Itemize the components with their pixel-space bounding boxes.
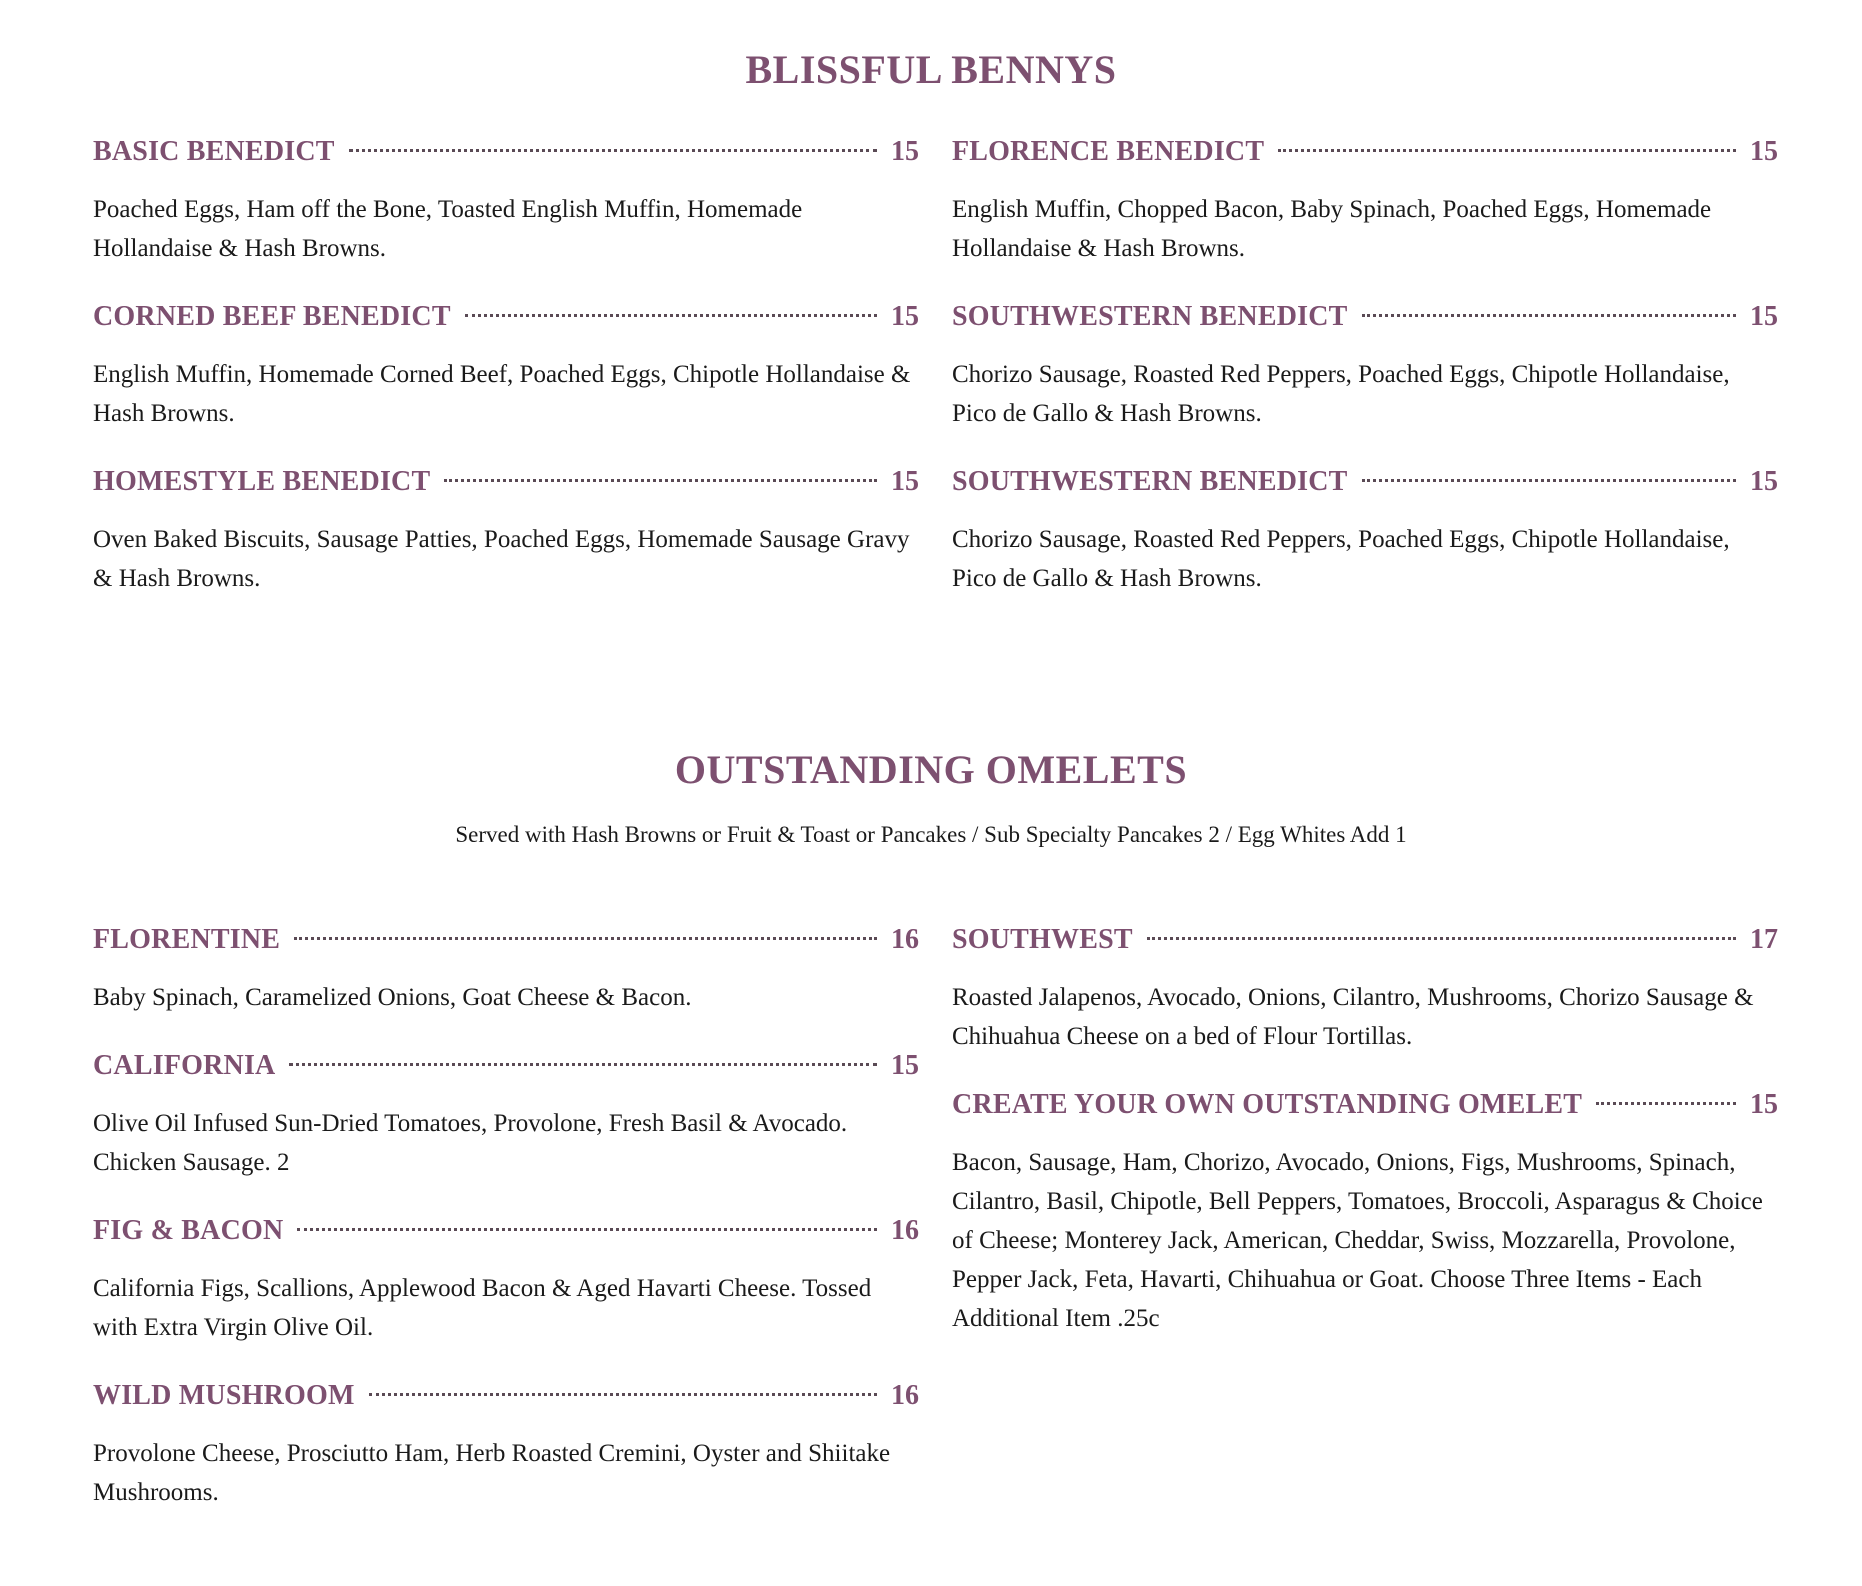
menu-item <box>93 466 919 598</box>
menu-item <box>952 924 1778 1056</box>
dotted-leader <box>1596 1102 1736 1105</box>
menu-item-name: FLORENCE BENEDICT <box>952 136 1265 167</box>
menu-item-price: 16 <box>891 1380 919 1411</box>
menu-item-price: 15 <box>1750 466 1778 497</box>
menu-item-description: Chorizo Sausage, Roasted Red Peppers, Poached Eggs, Chipotle Hollandaise, Pico de Gallo & Hash Browns. <box>952 361 1730 427</box>
menu-item-description: Baby Spinach, Caramelized Onions, Goat Cheese & Bacon. <box>93 984 692 1011</box>
menu-item <box>952 466 1778 598</box>
dotted-leader <box>1147 937 1736 940</box>
menu-item-header <box>93 466 919 506</box>
menu-item <box>93 1380 919 1512</box>
omelets-section-subtitle: Served with Hash Browns or Fruit & Toast or Pancakes / Sub Specialty Pancakes 2 / Egg Whites Add 1 <box>455 822 1407 847</box>
dotted-leader <box>297 1228 877 1231</box>
menu-item-price: 16 <box>891 1215 919 1246</box>
menu-item-description: Olive Oil Infused Sun-Dried Tomatoes, Provolone, Fresh Basil & Avocado. Chicken Sausage. 2 <box>93 1110 848 1176</box>
menu-item-description: Oven Baked Biscuits, Sausage Patties, Poached Eggs, Homemade Sausage Gravy & Hash Browns. <box>93 526 910 592</box>
menu-item <box>952 136 1778 268</box>
menu-item-header <box>952 466 1778 506</box>
menu-item-price: 15 <box>891 136 919 167</box>
menu-item-header <box>93 1215 919 1255</box>
menu-item-name: SOUTHWESTERN BENEDICT <box>952 466 1348 497</box>
menu-item-description: Poached Eggs, Ham off the Bone, Toasted English Muffin, Homemade Hollandaise & Hash Browns. <box>93 196 803 262</box>
menu-item-price: 15 <box>891 466 919 497</box>
menu-item-name: FIG & BACON <box>93 1215 284 1246</box>
menu-item-header <box>93 924 919 964</box>
dotted-leader <box>369 1393 877 1396</box>
dotted-leader <box>294 937 877 940</box>
menu-item-description: Roasted Jalapenos, Avocado, Onions, Cilantro, Mushrooms, Chorizo Sausage & Chihuahua Cheese on a bed of Flour Tortillas. <box>952 984 1754 1050</box>
dotted-leader <box>1362 314 1736 317</box>
menu-item-price: 15 <box>891 301 919 332</box>
menu-item-header <box>93 1380 919 1420</box>
menu-item-header <box>952 924 1778 964</box>
menu-item-header <box>952 301 1778 341</box>
menu-item-name: CREATE YOUR OWN OUTSTANDING OMELET <box>952 1089 1583 1120</box>
menu-item-price: 17 <box>1750 924 1778 955</box>
menu-item-description: English Muffin, Homemade Corned Beef, Poached Eggs, Chipotle Hollandaise & Hash Browns. <box>93 361 911 427</box>
menu-item-name: HOMESTYLE BENEDICT <box>93 466 431 497</box>
menu-item-price: 16 <box>891 924 919 955</box>
menu-item-description: English Muffin, Chopped Bacon, Baby Spinach, Poached Eggs, Homemade Hollandaise & Hash Browns. <box>952 196 1712 262</box>
dotted-leader <box>444 479 877 482</box>
menu-item-description: Bacon, Sausage, Ham, Chorizo, Avocado, Onions, Figs, Mushrooms, Spinach, Cilantro, Basil, Chipotle, Bell Peppers, Tomatoes, Broccoli, Asparagus & Choice of Cheese; Monterey Jack, American, Cheddar, Swiss, Mozzarella, Provolone, Pepper Jack, Feta, Havarti, Chihuahua or Goat. Choose Three Items - Each Additional Item .25c <box>952 1149 1763 1332</box>
menu-item <box>93 301 919 433</box>
menu-item-header <box>93 136 919 176</box>
dotted-leader <box>289 1063 877 1066</box>
menu-item-description: Provolone Cheese, Prosciutto Ham, Herb Roasted Cremini, Oyster and Shiitake Mushrooms. <box>93 1440 891 1506</box>
menu-item <box>93 1215 919 1347</box>
omelets-section-title: OUTSTANDING OMELETS <box>674 747 1188 792</box>
menu-item-price: 15 <box>1750 1089 1778 1120</box>
dotted-leader <box>1362 479 1736 482</box>
menu-item <box>93 924 919 1017</box>
menu-item-name: CORNED BEEF BENEDICT <box>93 301 451 332</box>
menu-item-name: FLORENTINE <box>93 924 281 955</box>
menu-item-name: BASIC BENEDICT <box>93 136 335 167</box>
menu-item-name: CALIFORNIA <box>93 1050 276 1081</box>
menu-item-price: 15 <box>891 1050 919 1081</box>
menu-item-description: Chorizo Sausage, Roasted Red Peppers, Poached Eggs, Chipotle Hollandaise, Pico de Gallo & Hash Browns. <box>952 526 1730 592</box>
menu-item-description: California Figs, Scallions, Applewood Bacon & Aged Havarti Cheese. Tossed with Extra Virgin Olive Oil. <box>93 1275 872 1341</box>
dotted-leader <box>465 314 877 317</box>
menu-item-header <box>952 1089 1778 1129</box>
menu-item <box>952 301 1778 433</box>
menu-item-name: SOUTHWEST <box>952 924 1133 955</box>
dotted-leader <box>1278 149 1736 152</box>
menu-item-name: WILD MUSHROOM <box>93 1380 355 1411</box>
bennys-section-title: BLISSFUL BENNYS <box>745 47 1117 92</box>
menu-item <box>952 1089 1778 1338</box>
dotted-leader <box>349 149 877 152</box>
menu-item-header <box>952 136 1778 176</box>
menu-item-price: 15 <box>1750 136 1778 167</box>
menu-item-header <box>93 301 919 341</box>
menu-item-header <box>93 1050 919 1090</box>
menu-item <box>93 136 919 268</box>
menu-item-name: SOUTHWESTERN BENEDICT <box>952 301 1348 332</box>
menu-item-price: 15 <box>1750 301 1778 332</box>
menu-item <box>93 1050 919 1182</box>
